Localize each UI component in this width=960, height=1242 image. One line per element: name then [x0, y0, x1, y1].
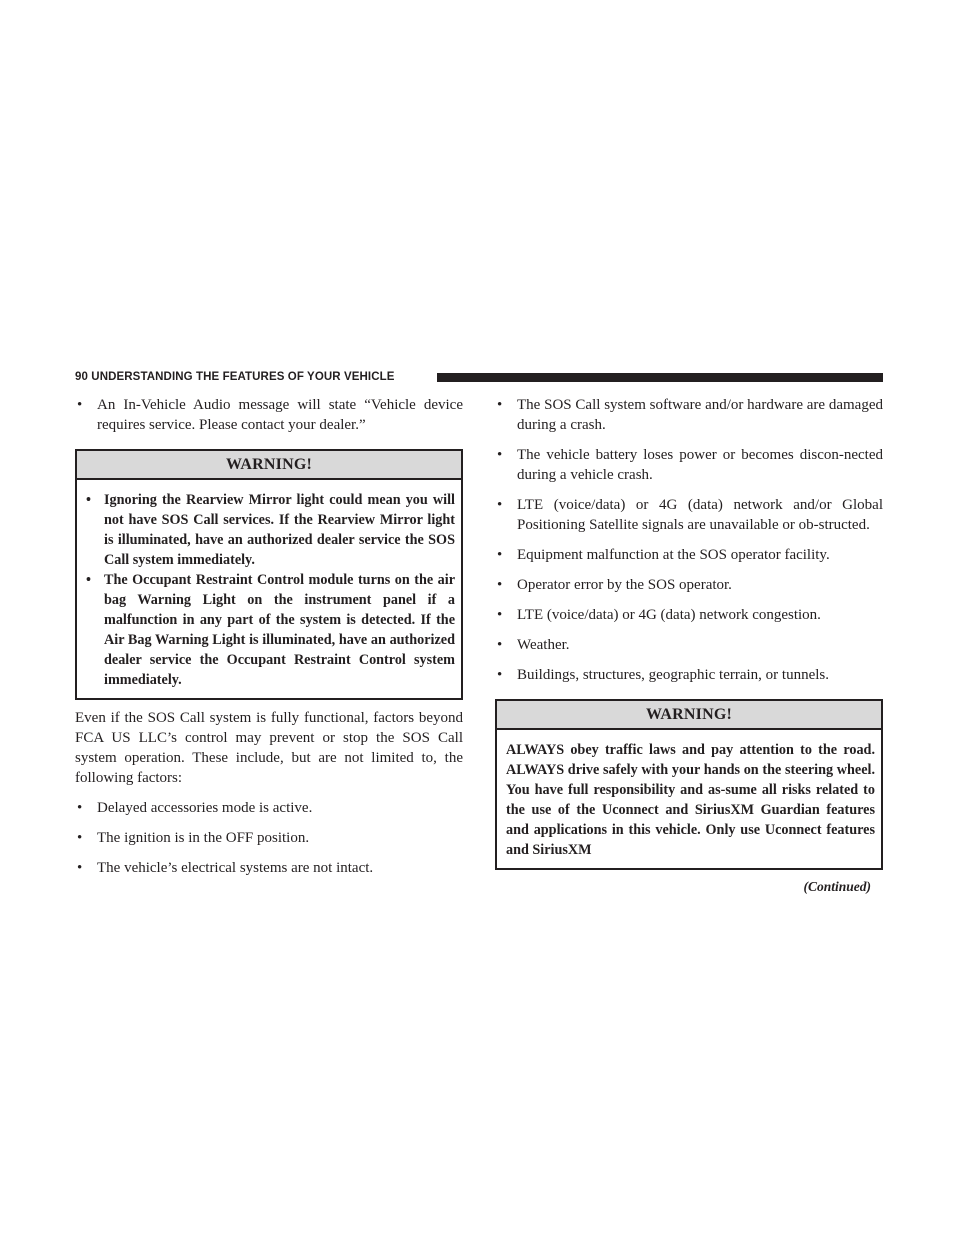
list-item-text: The vehicle’s electrical systems are not intact.: [97, 860, 374, 876]
list-item-text: The ignition is in the OFF position.: [97, 830, 310, 846]
list-item: [495, 665, 883, 685]
bullet-glyph: •: [86, 572, 91, 588]
bullet-glyph: •: [77, 800, 83, 816]
list-item: [75, 828, 463, 848]
header-rule: [437, 373, 883, 382]
bullet-glyph: •: [497, 667, 503, 683]
list-item: [495, 445, 883, 485]
list-item-text: Operator error by the SOS operator.: [517, 577, 732, 593]
body-paragraph: Even if the SOS Call system is fully functional, factors beyond FCA US LLC’s control may prevent or stop the SOS Call system operation. These include, but are not limited to, the following factors:: [75, 710, 463, 786]
bullet-glyph: •: [77, 397, 83, 413]
list-item: [495, 635, 883, 655]
warning-title: WARNING!: [497, 701, 881, 730]
list-item-text: An In-Vehicle Audio message will state “Vehicle device requires service. Please contact your dealer.”: [97, 397, 463, 433]
list-item-text: The vehicle battery loses power or becomes discon-nected during a vehicle crash.: [517, 447, 883, 483]
page-header: [75, 370, 883, 384]
warning-body: [77, 480, 461, 698]
warning-box: [495, 699, 883, 870]
left-column: [75, 395, 463, 878]
bullet-glyph: •: [497, 547, 503, 563]
bullet-glyph: •: [497, 497, 503, 513]
continued-label: (Continued): [803, 879, 871, 894]
list-item-text: The SOS Call system software and/or hardware are damaged during a crash.: [517, 397, 883, 433]
list-item: [75, 798, 463, 818]
bullet-glyph: •: [77, 860, 83, 876]
right-column: [495, 395, 883, 896]
bullet-glyph: •: [497, 447, 503, 463]
list-item: [75, 858, 463, 878]
list-item-text: Delayed accessories mode is active.: [97, 800, 313, 816]
bullet-glyph: •: [497, 637, 503, 653]
list-item: [495, 545, 883, 565]
bullet-glyph: •: [497, 397, 503, 413]
bullet-glyph: •: [497, 607, 503, 623]
warning-title: WARNING!: [77, 451, 461, 480]
bullet-glyph: •: [497, 577, 503, 593]
bullet-glyph: •: [77, 830, 83, 846]
list-item: [495, 605, 883, 625]
warning-text: ALWAYS obey traffic laws and pay attention to the road. ALWAYS drive safely with your hands on the steering wheel. You have full responsibility and as-sume all risks related to the use of the Uconnect and SiriusXM Guardian features and applications in this vehicle. Only use Uconnect features and SiriusXM: [506, 742, 875, 858]
list-item-text: Equipment malfunction at the SOS operator facility.: [517, 547, 830, 563]
list-item-text: LTE (voice/data) or 4G (data) network congestion.: [517, 607, 821, 623]
warning-item: [86, 490, 455, 570]
page-number: 90: [75, 371, 88, 383]
list-item: [495, 395, 883, 435]
warning-body: [497, 730, 881, 868]
list-item-text: Weather.: [517, 637, 570, 653]
header-title: [75, 370, 395, 384]
section-title: UNDERSTANDING THE FEATURES OF YOUR VEHICLE: [91, 371, 395, 383]
bullet-glyph: •: [86, 492, 91, 508]
warning-item-text: The Occupant Restraint Control module turns on the air bag Warning Light on the instrument panel if a malfunction in any part of the system is detected. If the Air Bag Warning Light is illuminated, have an authorized dealer service the Occupant Restraint Control system immediately.: [104, 572, 455, 688]
list-item-text: LTE (voice/data) or 4G (data) network and/or Global Positioning Satellite signals are unavailable or ob-structed.: [517, 497, 883, 533]
warning-box: [75, 449, 463, 700]
list-item: [495, 495, 883, 535]
warning-item: [86, 570, 455, 690]
list-item-text: Buildings, structures, geographic terrain, or tunnels.: [517, 667, 830, 683]
list-item: [495, 575, 883, 595]
warning-item-text: Ignoring the Rearview Mirror light could mean you will not have SOS Call services. If the Rearview Mirror light is illuminated, have an authorized dealer service the SOS Call system immediately.: [104, 492, 455, 568]
list-item: [75, 395, 463, 435]
